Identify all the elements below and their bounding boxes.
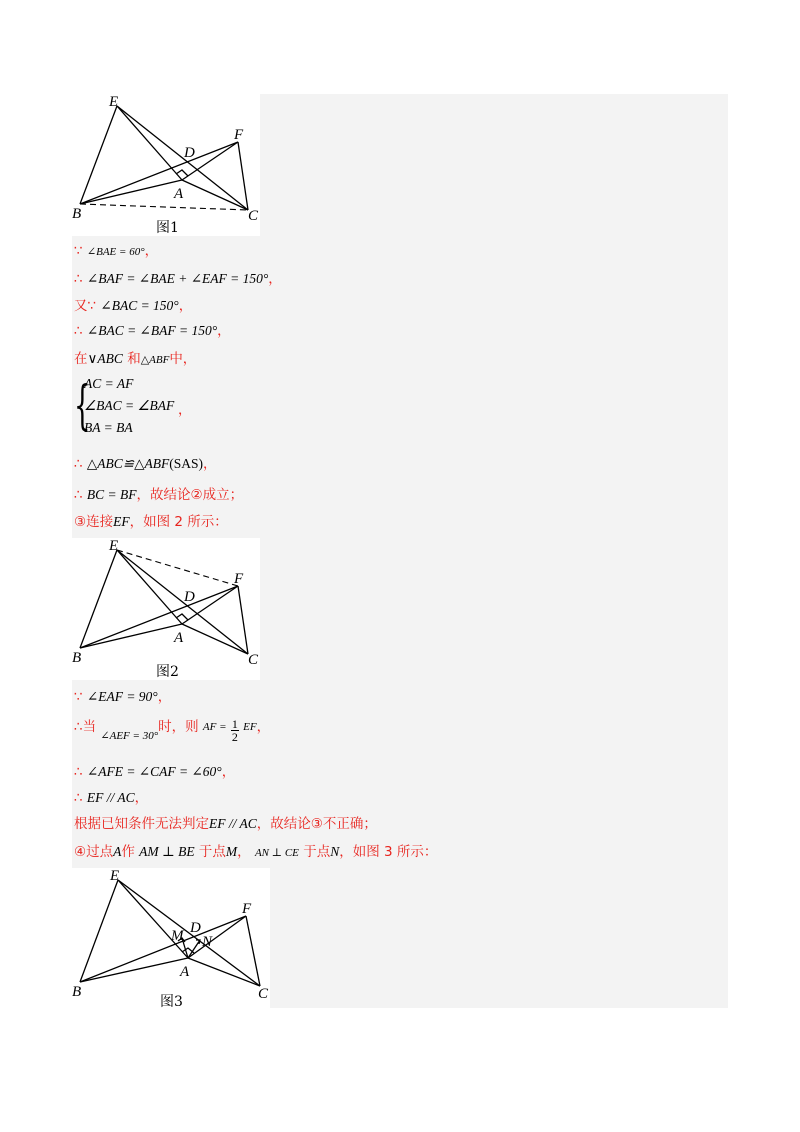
label-N: N — [202, 934, 213, 950]
label-M: M — [171, 928, 184, 944]
line-7: ∴ BC = BF，故结论②成立； — [74, 487, 244, 503]
figure-2 — [72, 538, 260, 680]
figure-3-caption: 图3 — [160, 994, 183, 1008]
figure-3-diagram — [72, 868, 270, 1008]
figure-3 — [72, 868, 270, 1008]
line-8: ③连接EF，如图 2 所示： — [74, 514, 228, 530]
label-A: A — [180, 964, 190, 980]
system-row-2: ∠BAC = ∠BAF — [84, 398, 175, 413]
label-C: C — [248, 208, 259, 224]
line-5: 在∨ABC 和△ABF中， — [74, 351, 197, 367]
label-F: F — [234, 571, 244, 587]
fraction-half: $\frac{1}{2}$ — [231, 717, 238, 744]
label-A: A — [174, 186, 184, 202]
system-row-1: AC = AF — [84, 376, 134, 391]
line-2: ∴ ∠BAF = ∠BAE + ∠EAF = 150°， — [74, 271, 282, 287]
label-B: B — [72, 650, 82, 666]
system-end: ， — [178, 402, 192, 417]
figure-1 — [72, 94, 260, 236]
line-3: 又∵ ∠BAC = 150°， — [74, 298, 193, 314]
figure-1-caption: 图1 — [156, 220, 179, 236]
line-12: ∴ EF // AC， — [74, 790, 149, 806]
label-B: B — [72, 984, 82, 1000]
brace-symbol: { — [74, 376, 91, 436]
system-row-3: BA = BA — [84, 420, 133, 435]
label-F: F — [242, 901, 252, 917]
figure-1-diagram — [72, 94, 260, 236]
label-E: E — [110, 868, 120, 884]
label-D: D — [184, 145, 195, 161]
label-E: E — [109, 94, 119, 110]
line-4: ∴ ∠BAC = ∠BAF = 150°， — [74, 323, 231, 339]
line-14: ④过点A作 AM ⊥ BE 于点M， AN ⊥ CE 于点N，如图 3 所示： — [74, 844, 438, 860]
line-11: ∴ ∠AFE = ∠CAF = ∠60°， — [74, 764, 236, 780]
label-C: C — [258, 986, 269, 1002]
label-E: E — [109, 538, 119, 554]
label-D: D — [184, 589, 195, 605]
label-C: C — [248, 652, 259, 668]
line-6: ∴ △ABC≌△ABF(SAS)， — [74, 456, 217, 472]
line-1: ∵ ∠BAE = 60°， — [74, 243, 159, 259]
label-B: B — [72, 206, 82, 222]
label-A: A — [174, 630, 184, 646]
equation-system — [74, 376, 204, 438]
figure-2-diagram — [72, 538, 260, 680]
figure-2-caption: 图2 — [156, 664, 179, 680]
line-13: 根据已知条件无法判定EF // AC，故结论③不正确； — [74, 816, 377, 832]
label-D: D — [190, 920, 201, 936]
line-9: ∵ ∠EAF = 90°， — [74, 689, 172, 705]
label-F: F — [234, 127, 244, 143]
line-10: ∴当 $_{\angle AEF = 30^\circ}$时，则 $^{AF =}$ $\frac{1}{2}$ $^{EF}$， — [74, 717, 271, 744]
